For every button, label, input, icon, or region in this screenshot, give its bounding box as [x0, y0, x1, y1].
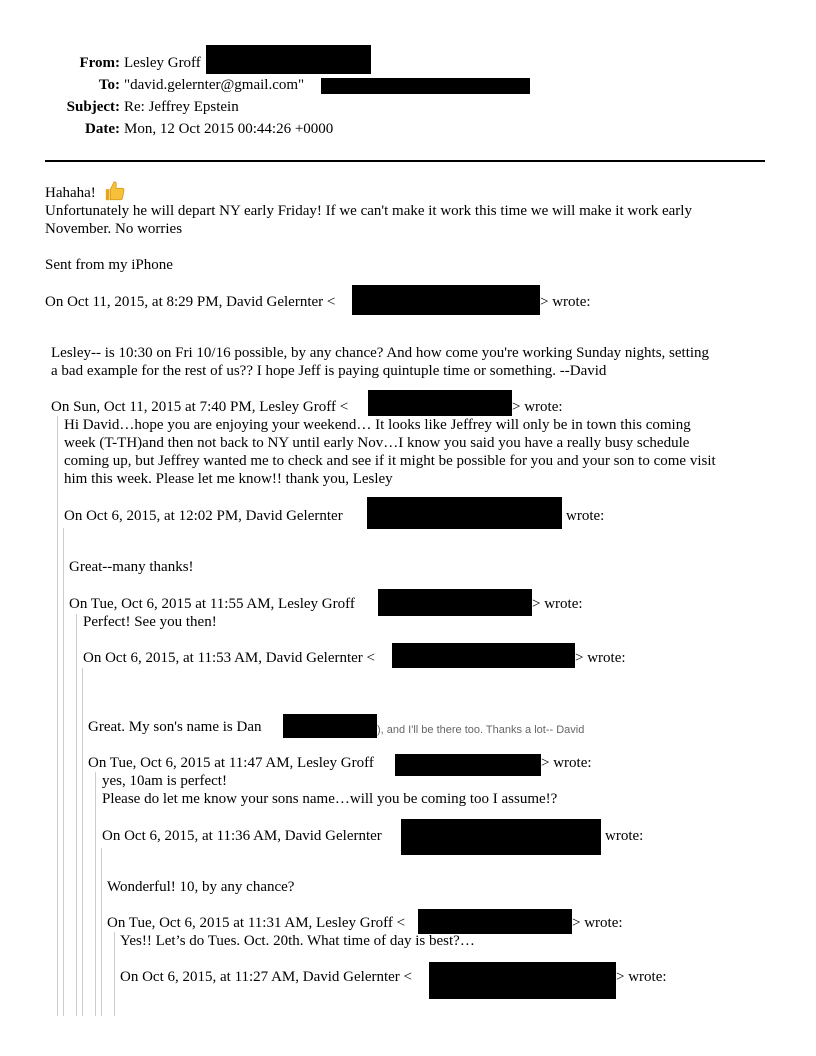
redaction-box: [429, 962, 616, 999]
quote-line: Yes!! Let’s do Tues. Oct. 20th. What time of day is best?…: [120, 933, 475, 949]
body-line: Unfortunately he will depart NY early Friday! If we can't make it work this time we will make it work early: [45, 203, 692, 219]
quote-line: coming up, but Jeffrey wanted me to check and see if it might be possible for you and your son to come visit: [64, 453, 716, 469]
date-value: Mon, 12 Oct 2015 00:44:26 +0000: [124, 121, 334, 137]
signature-line: Sent from my iPhone: [45, 257, 173, 273]
quote-attribution: On Oct 6, 2015, at 11:36 AM, David Gelernter: [102, 828, 382, 844]
quote-attribution: On Sun, Oct 11, 2015 at 7:40 PM, Lesley Groff <: [51, 399, 349, 415]
quote-line: week (T-TH)and then not back to NY until early Nov…I know you said you have a really busy schedule: [64, 435, 690, 451]
header-divider: [45, 160, 765, 162]
quote-attribution-suffix: wrote:: [605, 828, 644, 844]
quote-bar: [57, 416, 58, 1016]
quote-attribution: On Oct 6, 2015, at 11:53 AM, David Gelernter <: [83, 650, 376, 666]
quote-attribution-suffix: > wrote:: [540, 294, 591, 310]
redaction-box: [395, 754, 541, 776]
from-value: Lesley Groff: [124, 55, 201, 71]
quote-line: Great. My son's name is Dan: [88, 719, 262, 735]
body-line: Hahaha!: [45, 185, 96, 201]
quote-attribution: On Tue, Oct 6, 2015 at 11:31 AM, Lesley Groff <: [107, 915, 406, 931]
quote-attribution-suffix: wrote:: [566, 508, 605, 524]
quote-line: Great--many thanks!: [69, 559, 194, 575]
quote-attribution: On Oct 6, 2015, at 11:27 AM, David Gelernter <: [120, 969, 413, 985]
quote-bar: [95, 772, 96, 1016]
date-label: Date:: [85, 121, 120, 137]
quote-line: a bad example for the rest of us?? I hope Jeff is paying quintuple time or something. --David: [51, 363, 607, 379]
redaction-box: [378, 589, 532, 616]
quote-line: Hi David…hope you are enjoying your weekend… It looks like Jeffrey will only be in town this coming: [64, 417, 691, 433]
quote-attribution-suffix: > wrote:: [541, 755, 592, 771]
subject-label: Subject:: [66, 99, 120, 115]
quote-attribution-suffix: > wrote:: [575, 650, 626, 666]
redaction-box: [367, 497, 562, 529]
redaction-box: [368, 390, 512, 416]
quote-line: ), and I'll be there too. Thanks a lot-- David: [377, 724, 585, 736]
quote-line: Wonderful! 10, by any chance?: [107, 879, 295, 895]
redaction-box: [352, 285, 540, 315]
redaction-box: [206, 45, 371, 74]
quote-bar: [114, 932, 115, 1016]
redaction-box: [418, 909, 572, 934]
quote-line: yes, 10am is perfect!: [102, 773, 227, 789]
quote-attribution-suffix: > wrote:: [616, 969, 667, 985]
redaction-box: [392, 643, 575, 668]
quote-attribution: On Oct 6, 2015, at 12:02 PM, David Gelernter: [64, 508, 343, 524]
quote-bar: [76, 614, 77, 1016]
quote-attribution-suffix: > wrote:: [532, 596, 583, 612]
redaction-box: [283, 714, 377, 738]
body-line: November. No worries: [45, 221, 183, 237]
quote-line: him this week. Please let me know!! thank you, Lesley: [64, 471, 393, 487]
quote-attribution-suffix: > wrote:: [572, 915, 623, 931]
quote-line: Perfect! See you then!: [83, 614, 217, 630]
quote-line: Please do let me know your sons name…will you be coming too I assume!?: [102, 791, 558, 807]
redaction-box: [401, 819, 601, 855]
quote-attribution: On Tue, Oct 6, 2015 at 11:55 AM, Lesley Groff: [69, 596, 355, 612]
quote-bar: [82, 668, 83, 1016]
quote-attribution: On Tue, Oct 6, 2015 at 11:47 AM, Lesley Groff: [88, 755, 374, 771]
quote-attribution: On Oct 11, 2015, at 8:29 PM, David Gelernter <: [45, 294, 336, 310]
to-label: To:: [98, 77, 120, 93]
to-value: "david.gelernter@gmail.com": [124, 77, 305, 93]
thumbs-up-icon: [104, 180, 126, 202]
quote-attribution-suffix: > wrote:: [512, 399, 563, 415]
from-label: From:: [79, 55, 120, 71]
quote-bar: [101, 848, 102, 1016]
redaction-box: [321, 78, 530, 94]
quote-bar: [63, 528, 64, 1016]
subject-value: Re: Jeffrey Epstein: [124, 99, 239, 115]
quote-line: Lesley-- is 10:30 on Fri 10/16 possible, by any chance? And how come you're working Sunday nights, setting: [51, 345, 710, 361]
